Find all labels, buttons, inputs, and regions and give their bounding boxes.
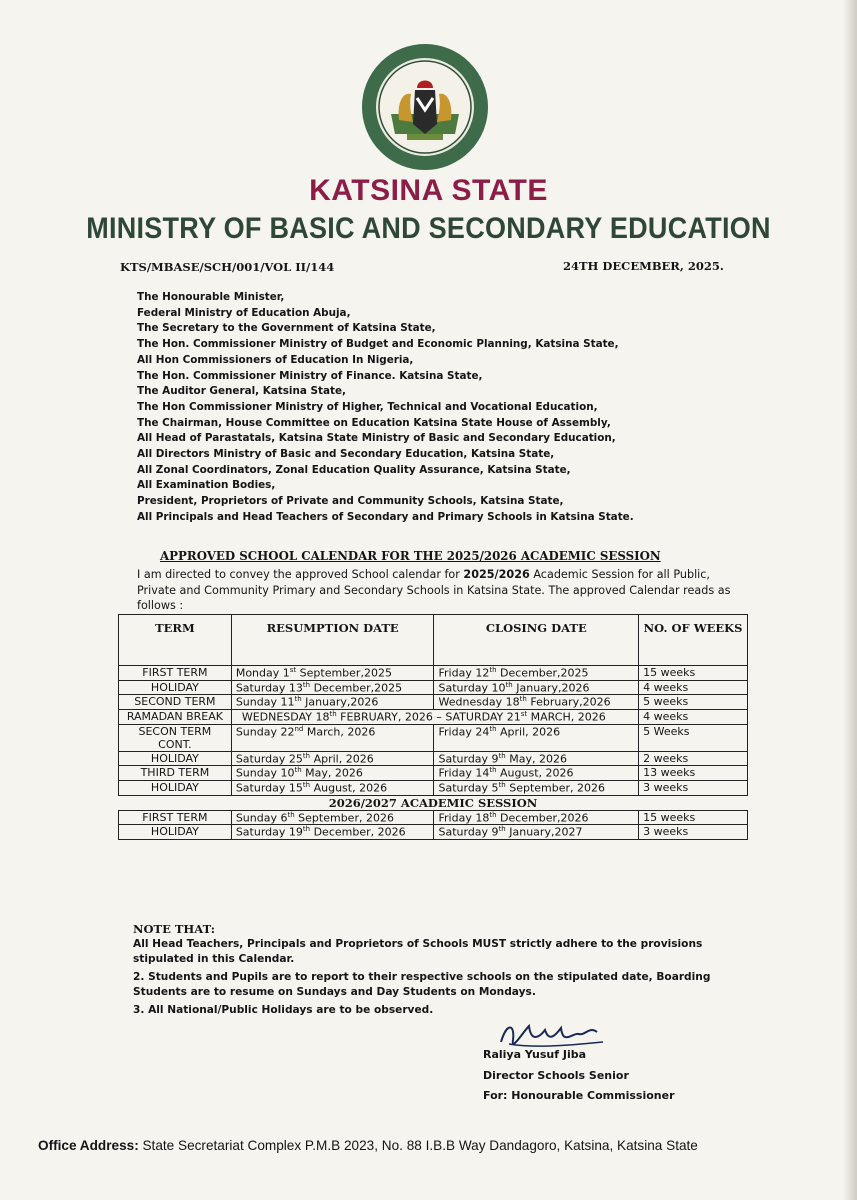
col-closing: CLOSING DATE — [434, 615, 639, 666]
col-term: TERM — [119, 615, 232, 666]
cell-term: FIRST TERM — [119, 810, 232, 825]
session-heading-row — [119, 795, 748, 810]
cell-weeks: 3 weeks — [639, 825, 748, 840]
table-row — [119, 680, 748, 695]
cell-closing: Saturday 9th January,2027 — [434, 825, 639, 840]
addressee-line: All Head of Parastatals, Katsina State Ministry of Basic and Secondary Education, — [137, 432, 616, 445]
addressee-list — [137, 290, 757, 526]
cell-term: HOLIDAY — [119, 780, 232, 795]
addressee-line: The Chairman, House Committee on Education Katsina State House of Assembly, — [137, 416, 611, 429]
cell-resumption: Saturday 25th April, 2026 — [231, 751, 434, 766]
cell-resumption: Saturday 15th August, 2026 — [231, 780, 434, 795]
table-row — [119, 810, 748, 825]
signatory-for: For: Honourable Commissioner — [483, 1089, 675, 1102]
cell-term: SECON TERM CONT. — [119, 724, 232, 751]
cell-resumption: Monday 1st September,2025 — [231, 666, 434, 681]
addressee-line: The Auditor General, Katsina State, — [137, 385, 346, 398]
cell-weeks: 2 weeks — [639, 751, 748, 766]
office-address — [38, 1138, 698, 1153]
table-row — [119, 724, 748, 751]
cell-closing: Wednesday 18th February,2026 — [434, 695, 639, 710]
session-2026-rows — [119, 810, 748, 839]
cell-resumption: Saturday 19th December, 2026 — [231, 825, 434, 840]
cell-weeks: 13 weeks — [639, 766, 748, 781]
cell-closing: Friday 18th December,2026 — [434, 810, 639, 825]
office-address-text: State Secretariat Complex P.M.B 2023, No. 88 I.B.B Way Dandagoro, Katsina, Katsina State — [138, 1138, 698, 1153]
cell-date-range: WEDNESDAY 18th FEBRUARY, 2026 – SATURDAY 21st MARCH, 2026 — [231, 709, 638, 724]
cell-closing: Friday 24th April, 2026 — [434, 724, 639, 751]
addressee-line: The Honourable Minister, — [137, 291, 285, 303]
intro-text: Academic Session for all Public, Private and Community Primary and Secondary Schools in Katsina State. The approved Calendar reads as follows : — [137, 568, 731, 612]
table-row — [119, 695, 748, 710]
cell-resumption: Sunday 22nd March, 2026 — [231, 724, 434, 751]
cell-closing: Saturday 5th September, 2026 — [434, 780, 639, 795]
state-seal-logo — [361, 42, 489, 172]
table-row — [119, 751, 748, 766]
cell-term: SECOND TERM — [119, 695, 232, 710]
addressee-line: The Secretary to the Government of Katsina State, — [137, 322, 436, 335]
reference-number: KTS/MBASE/SCH/001/VOL II/144 — [120, 260, 335, 274]
addressee-line: All Directors Ministry of Basic and Secondary Education, Katsina State, — [137, 448, 555, 461]
addressee-line: Federal Ministry of Education Abuja, — [137, 306, 351, 319]
cell-weeks: 5 Weeks — [639, 724, 748, 751]
table-header-row — [119, 615, 748, 666]
cell-weeks: 15 weeks — [639, 810, 748, 825]
cell-weeks: 4 weeks — [639, 709, 748, 724]
state-title: KATSINA STATE — [309, 174, 548, 207]
session-2025-rows — [119, 666, 748, 796]
cell-term: HOLIDAY — [119, 825, 232, 840]
table-row — [119, 709, 748, 724]
cell-weeks: 4 weeks — [639, 680, 748, 695]
cell-resumption: Sunday 10th May, 2026 — [231, 766, 434, 781]
addressee-line: All Examination Bodies, — [137, 479, 276, 492]
signatory-title: Director Schools Senior — [483, 1069, 629, 1082]
cell-resumption: Sunday 11th January,2026 — [231, 695, 434, 710]
addressee-line: All Principals and Head Teachers of Secondary and Primary Schools in Katsina State. — [137, 510, 634, 523]
calendar-title: APPROVED SCHOOL CALENDAR FOR THE 2025/2026 ACADEMIC SESSION — [160, 549, 661, 563]
cell-closing: Friday 12th December,2025 — [434, 666, 639, 681]
cell-resumption: Saturday 13th December,2025 — [231, 680, 434, 695]
signatory-name: Raliya Yusuf Jiba — [483, 1048, 587, 1061]
cell-weeks: 3 weeks — [639, 780, 748, 795]
addressee-line: The Hon. Commissioner Ministry of Finance. Katsina State, — [137, 369, 483, 382]
notes-list — [133, 937, 733, 1021]
note-item: All Head Teachers, Principals and Proprietors of Schools MUST strictly adhere to the provisions stipulated in this Calendar. — [133, 938, 703, 965]
ministry-title: MINISTRY OF BASIC AND SECONDARY EDUCATION — [86, 212, 771, 245]
table-row — [119, 825, 748, 840]
cell-term: FIRST TERM — [119, 666, 232, 681]
addressee-line: All Zonal Coordinators, Zonal Education Quality Assurance, Katsina State, — [137, 463, 571, 476]
calendar-table — [118, 614, 748, 840]
notes-title: NOTE THAT: — [133, 922, 215, 936]
addressee-line: All Hon Commissioners of Education In Nigeria, — [137, 353, 414, 366]
note-item: 2. Students and Pupils are to report to their respective schools on the stipulated date, Boarding Students are to resume on Sundays and Day Students on Mondays. — [133, 971, 711, 998]
col-resumption: RESUMPTION DATE — [231, 615, 434, 666]
letter-date: 24TH DECEMBER, 2025. — [563, 259, 724, 273]
table-row — [119, 780, 748, 795]
cell-closing: Friday 14th August, 2026 — [434, 766, 639, 781]
cell-term: THIRD TERM — [119, 766, 232, 781]
cell-term: HOLIDAY — [119, 680, 232, 695]
col-weeks: NO. OF WEEKS — [639, 615, 748, 666]
intro-session: 2025/2026 — [463, 568, 530, 581]
addressee-line: The Hon Commissioner Ministry of Higher, Technical and Vocational Education, — [137, 400, 598, 413]
cell-weeks: 15 weeks — [639, 666, 748, 681]
addressee-line: President, Proprietors of Private and Community Schools, Katsina State, — [137, 495, 564, 508]
cell-term: HOLIDAY — [119, 751, 232, 766]
intro-text: I am directed to convey the approved School calendar for — [137, 568, 464, 581]
cell-closing: Saturday 9th May, 2026 — [434, 751, 639, 766]
calendar-intro — [137, 567, 737, 614]
office-address-label: Office Address: — [38, 1138, 139, 1153]
note-item: 3. All National/Public Holidays are to be observed. — [133, 1004, 434, 1016]
cell-resumption: Sunday 6th September, 2026 — [231, 810, 434, 825]
table-row — [119, 766, 748, 781]
addressee-line: The Hon. Commissioner Ministry of Budget and Economic Planning, Katsina State, — [137, 338, 619, 351]
cell-term: RAMADAN BREAK — [119, 709, 232, 724]
cell-closing: Saturday 10th January,2026 — [434, 680, 639, 695]
table-row — [119, 666, 748, 681]
session-2026-title: 2026/2027 ACADEMIC SESSION — [119, 795, 748, 810]
cell-weeks: 5 weeks — [639, 695, 748, 710]
